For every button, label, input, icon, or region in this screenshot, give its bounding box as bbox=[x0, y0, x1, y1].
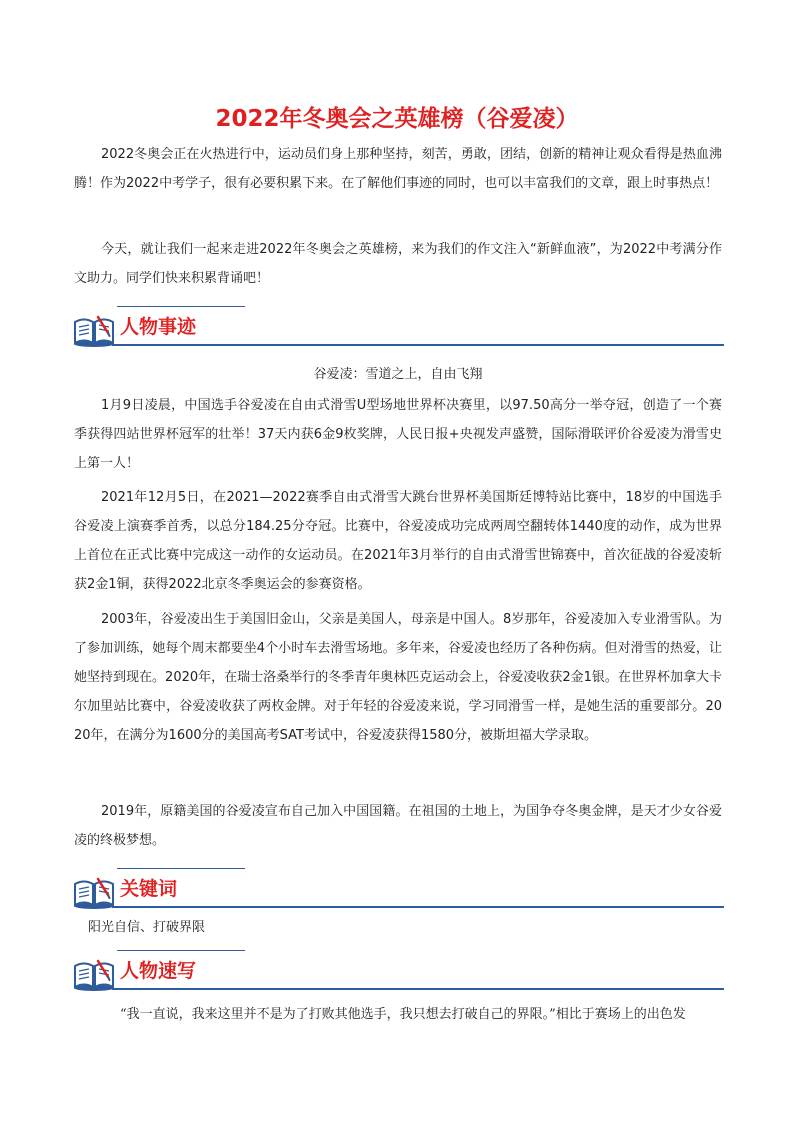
keywords-text: 阳光自信、打破界限 bbox=[88, 920, 206, 935]
section-header-keywords bbox=[72, 868, 724, 912]
story-subtitle: 谷爱凌：雪道之上，自由飞翔 bbox=[313, 367, 483, 382]
section-top-rule bbox=[117, 868, 245, 869]
story-paragraph-1: 1月9日凌晨，中国选手谷爱凌在自由式滑雪U型场地世界杯决赛里，以97.50高分一举夺冠，创造了一个赛季获得四站世界杯冠军的壮举！37天内获6金9枚奖牌，人民日报+央视发声盛赞，国际滑联评价谷爱凌为滑雪史上第一人！ bbox=[74, 398, 722, 471]
open-book-icon bbox=[72, 314, 116, 348]
section-title: 关键词 bbox=[120, 878, 178, 900]
section-top-rule bbox=[117, 950, 245, 951]
section-bottom-rule bbox=[112, 344, 724, 346]
sketch-paragraph: “我一直说，我来这里并不是为了打败其他选手，我只想去打破自己的界限。”相比于赛场上的出色发 bbox=[120, 1007, 686, 1022]
section-header-deeds bbox=[72, 306, 724, 350]
intro-paragraph-2: 今天，就让我们一起来走进2022年冬奥会之英雄榜，来为我们的作文注入“新鲜血液”，为2022中考满分作文助力。同学们快来积累背诵吧！ bbox=[74, 242, 722, 286]
section-top-rule bbox=[117, 306, 245, 307]
intro-paragraph-1: 2022冬奥会正在火热进行中，运动员们身上那种坚持，刻苦，勇敢，团结，创新的精神让观众看得是热血沸腾！作为2022中考学子，很有必要积累下来。在了解他们事迹的同时，也可以丰富我们的文章，跟上时事热点！ bbox=[74, 147, 722, 191]
section-title: 人物事迹 bbox=[120, 316, 197, 338]
section-header-sketch bbox=[72, 950, 724, 994]
section-bottom-rule bbox=[112, 988, 724, 990]
open-book-icon bbox=[72, 876, 116, 910]
story-paragraph-4: 2019年，原籍美国的谷爱凌宣布自己加入中国国籍。在祖国的土地上，为国争夺冬奥金牌，是天才少女谷爱凌的终极梦想。 bbox=[74, 804, 722, 848]
open-book-icon bbox=[72, 958, 116, 992]
story-paragraph-3: 2003年，谷爱凌出生于美国旧金山，父亲是美国人，母亲是中国人。8岁那年，谷爱凌加入专业滑雪队。为了参加训练，她每个周末都要坐4个小时车去滑雪场地。多年来，谷爱凌也经历了各种伤病。但对滑雪的热爱，让她坚持到现在。2020年，在瑞士洛桑举行的冬季青年奥林匹克运动会上，谷爱凌收获2金1银。在世界杯加拿大卡尔加里站比赛中，谷爱凌收获了两枚金牌。对于年轻的谷爱凌来说，学习同滑雪一样，是她生活的重要部分。2020年，在满分为1600分的美国高考SAT考试中，谷爱凌获得1580分，被斯坦福大学录取。 bbox=[74, 612, 722, 743]
section-bottom-rule bbox=[112, 906, 724, 908]
section-title: 人物速写 bbox=[120, 960, 197, 982]
page-title: 2022年冬奥会之英雄榜（谷爱凌） bbox=[215, 106, 579, 132]
story-paragraph-2: 2021年12月5日，在2021—2022赛季自由式滑雪大跳台世界杯美国斯廷博特站比赛中，18岁的中国选手谷爱凌上演赛季首秀，以总分184.25分夺冠。比赛中，谷爱凌成功完成两周空翻转体1440度的动作，成为世界上首位在正式比赛中完成这一动作的女运动员。在2021年3月举行的自由式滑雪世锦赛中，首次征战的谷爱凌斩获2金1铜，获得2022北京冬季奥运会的参赛资格。 bbox=[74, 490, 722, 592]
